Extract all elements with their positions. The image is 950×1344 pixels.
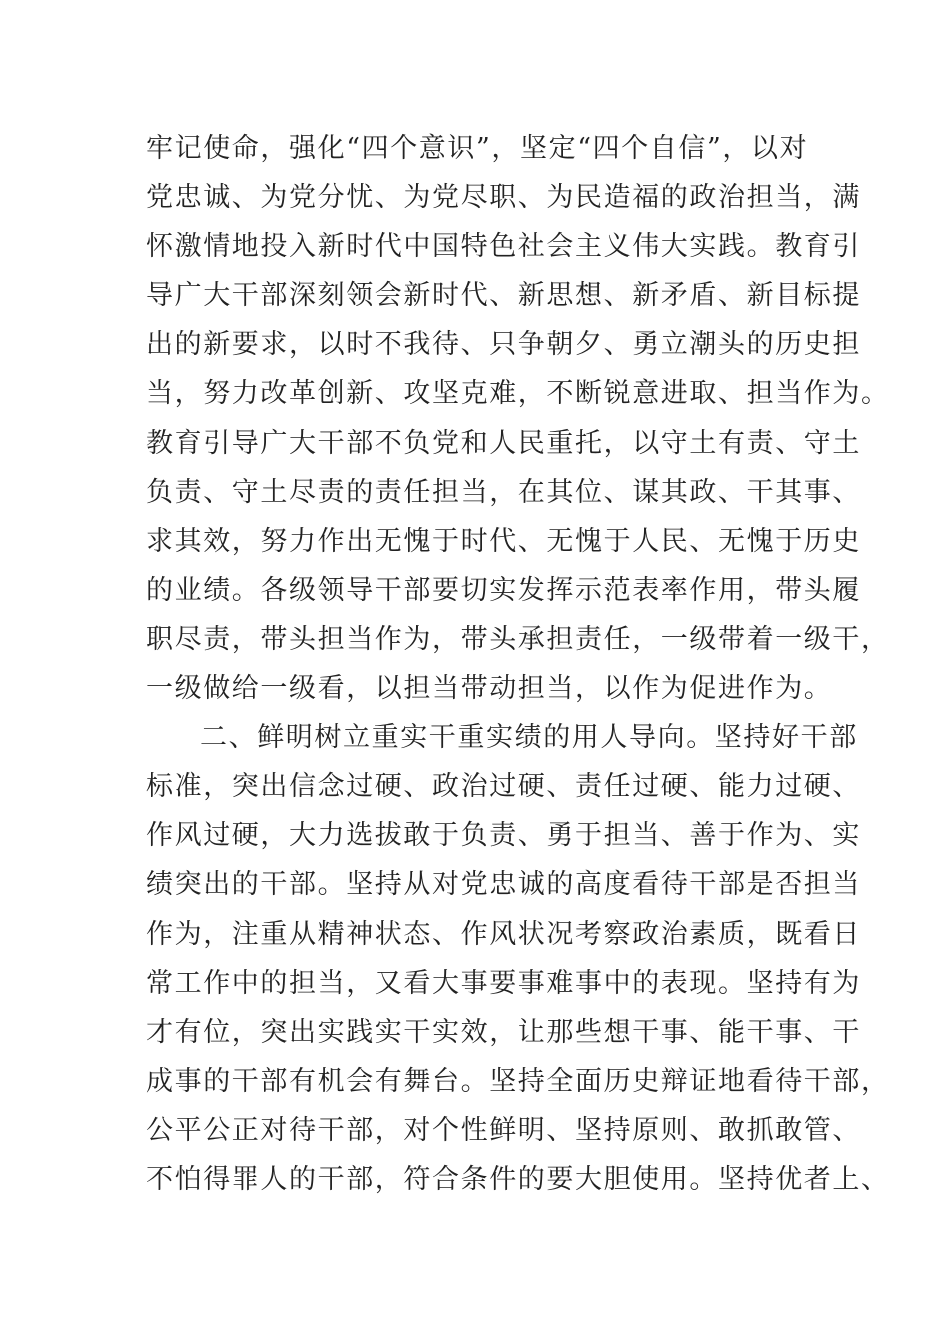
text-line: 绩突出的干部。坚持从对党忠诚的高度看待干部是否担当 <box>146 869 861 901</box>
text-line: 一级做给一级看，以担当带动担当，以作为促进作为。 <box>146 673 833 705</box>
text-line: 牢记使命，强化“四个意识”，坚定“四个自信”，以对 <box>146 133 809 164</box>
text-line: 作风过硬，大力选拔敢于负责、勇于担当、善于作为、实 <box>146 820 861 852</box>
text-line: 的业绩。各级领导干部要切实发挥示范表率作用，带头履 <box>146 574 861 606</box>
text-line: 成事的干部有机会有舞台。坚持全面历史辩证地看待干部， <box>146 1065 890 1097</box>
text-line: 作为，注重从精神状态、作风状况考察政治素质，既看日 <box>146 918 861 950</box>
text-line: 才有位，突出实践实干实效，让那些想干事、能干事、干 <box>146 1016 861 1048</box>
text-line: 职尽责，带头担当作为，带头承担责任，一级带着一级干， <box>146 623 890 655</box>
text-line: 导广大干部深刻领会新时代、新思想、新矛盾、新目标提 <box>146 280 861 312</box>
section-heading-line: 二、鲜明树立重实干重实绩的用人导向。坚持好干部 <box>200 722 858 754</box>
text-line: 标准，突出信念过硬、政治过硬、责任过硬、能力过硬、 <box>146 771 861 803</box>
body-text <box>146 124 890 1204</box>
text-line: 公平公正对待干部，对个性鲜明、坚持原则、敢抓敢管、 <box>146 1114 861 1146</box>
text-line: 出的新要求，以时不我待、只争朝夕、勇立潮头的历史担 <box>146 329 861 361</box>
text-line: 求其效，努力作出无愧于时代、无愧于人民、无愧于历史 <box>146 525 861 557</box>
text-line: 怀激情地投入新时代中国特色社会主义伟大实践。教育引 <box>146 231 861 263</box>
text-line: 教育引导广大干部不负党和人民重托，以守土有责、守土 <box>146 427 861 459</box>
text-line: 不怕得罪人的干部，符合条件的要大胆使用。坚持优者上、 <box>146 1163 890 1195</box>
text-line: 当，努力改革创新、攻坚克难，不断锐意进取、担当作为。 <box>146 378 890 410</box>
text-line: 负责、守土尽责的责任担当，在其位、谋其政、干其事、 <box>146 476 861 508</box>
text-line: 常工作中的担当，又看大事要事难事中的表现。坚持有为 <box>146 967 861 999</box>
text-line: 党忠诚、为党分忧、为党尽职、为民造福的政治担当，满 <box>146 182 861 214</box>
